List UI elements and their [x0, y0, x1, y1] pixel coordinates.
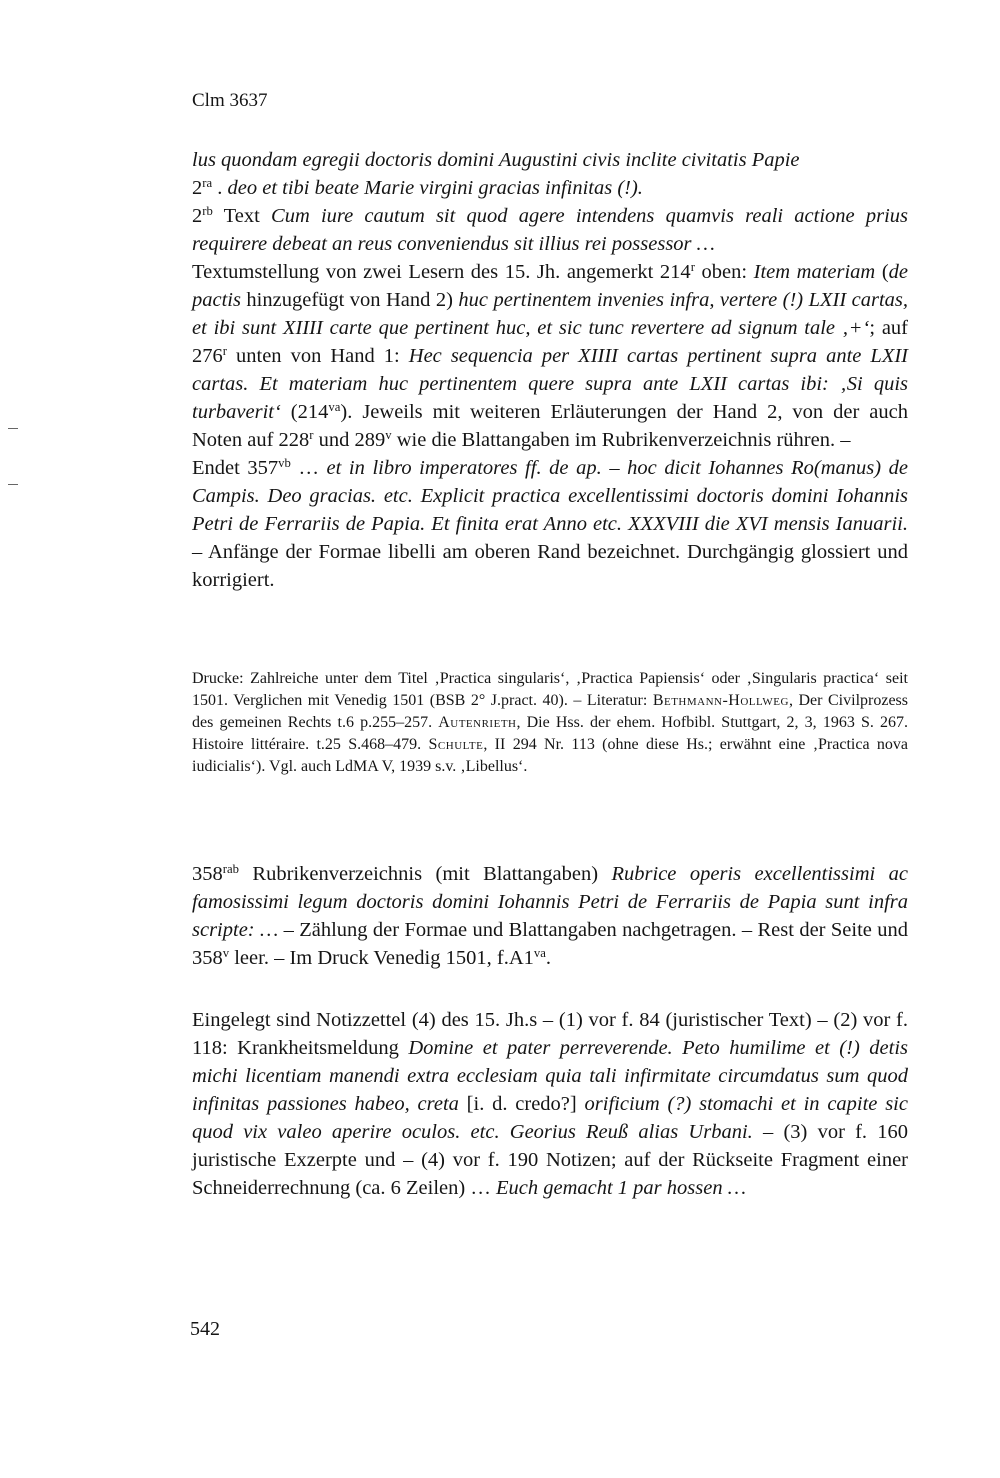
author-name: Bethmann-Hollweg — [652, 692, 789, 709]
note-text: und 289 — [313, 429, 386, 451]
folio-sup: v — [385, 428, 392, 443]
note-text: [i. d. credo?] — [458, 1093, 585, 1115]
note-text: hinzugefügt von Hand 2) — [240, 289, 459, 311]
note-text: … — [290, 457, 327, 479]
description-block-inserts — [192, 1006, 908, 1202]
bibliography-notes — [192, 668, 908, 778]
note-text: unten von Hand 1: — [226, 345, 409, 367]
author-name: Autenrieth — [438, 714, 517, 731]
note-text: Endet 357 — [192, 457, 279, 479]
running-head: Clm 3637 — [192, 90, 268, 111]
quote-text: de pactis — [192, 261, 909, 311]
note-text: Rubrikenverzeichnis (mit Blattangaben) — [238, 863, 612, 885]
bibliography-paragraph — [192, 668, 908, 778]
folio-sup: va — [328, 400, 341, 415]
note-text: (214 — [280, 401, 329, 423]
note-text: , II 294 Nr. 113 (ohne diese Hs.; erwähnt eine ‚Practica nova iudicialis‘). Vgl. auch LdMA V, 1939 s.v. ‚Libellus‘. — [192, 736, 909, 775]
note-text: , Die Hss. der ehem. Hofbibl. Stuttgart, 2, 3, 1963 S. 267. Histoire littéraire. t.25 S.468–479. — [192, 714, 908, 753]
quote-text: huc pertinentem invenies infra, vertere (!) LXII cartas, et ibi sunt XIIII carte que pertinent huc, et sic tunc revertere ad signum tale ‚+‘ — [192, 289, 908, 339]
author-name: Schulte — [428, 736, 484, 753]
folio-sup: rb — [202, 204, 213, 219]
incipit-quote: Cum iure cautum sit quod agere intendens quamvis reali actione prius requirere debeat an reus conveniendus sit illius rei possessor … — [192, 205, 908, 255]
quote-text: Hec sequencia per XIIII cartas pertinent supra ante LXII cartas. Et materiam huc pertinentem quere supra ante LXII cartas ibi: ‚Si quis turbaverit‘ — [192, 345, 908, 423]
folio-sup: r — [309, 428, 314, 443]
quote-text: et in libro imperatores ff. de ap. – hoc dicit Iohannes Ro(manus) de Campis. Deo gracias. etc. Explicit practica excellentissimi doctoris domini Iohannis Petri de Ferrariis de Papia. Et finita erat Anno etc. XXXVIII die XVI mensis Ianuarii. — [192, 457, 908, 535]
page-number: 542 — [190, 1318, 220, 1340]
paragraph-explicit-line: lus quondam egregii doctoris domini Augustini civis inclite civitatis Papie $2^{ra}$ . deo et tibi beate Marie virgini gracias infinitas (!). — [192, 149, 800, 199]
note-text: leer. – Im Druck Venedig 1501, f.A1 — [229, 947, 534, 969]
quote-text: Item materiam — [753, 261, 876, 283]
note-text: Eingelegt sind Notizzettel (4) des 15. Jh.s – (1) vor f. 84 (juristischer Text) – (2) vor f. 118: Krankheitsmeldung — [192, 1009, 908, 1059]
note-text: oben: — [694, 261, 754, 283]
prayer-text: deo et tibi beate Marie virgini gracias infinitas (!). — [227, 177, 643, 199]
note-text: wie die Blattangaben im Rubrikenverzeichnis rühren. – — [391, 429, 851, 451]
quote-text: orificium (?) stomachi et in capite sic quod vix valeo aperire oculos. etc. Georius Reuß alias Urbani. — [192, 1093, 908, 1143]
note-text: – (3) vor f. 160 juristische Exzerpte und – (4) vor f. 190 Notizen; auf der Rückseite Fragment einer Schneiderrechnung (ca. 6 Zeilen) … — [192, 1121, 909, 1199]
folio-sup: r — [222, 344, 227, 359]
note-text: ( — [875, 261, 889, 283]
description-block-main — [192, 146, 908, 594]
margin-mark — [8, 428, 18, 429]
margin-mark — [8, 484, 18, 485]
paragraph-text-start: $2^{rb}$ Text Cum iure cautum sit quod agere intendens quamvis reali actione prius requirere debeat an reus conveniendus sit illius rei possessor … — [192, 204, 908, 255]
separator: . — [212, 177, 228, 199]
note-text: – Anfänge der Formae libelli am oberen Rand bezeichnet. Durchgängig glossiert und korrigiert. — [192, 541, 908, 591]
note-text: . — [545, 947, 552, 969]
note-text: Textumstellung von zwei Lesern des 15. Jh. angemerkt 214 — [192, 261, 691, 283]
folio-sup: v — [222, 946, 230, 961]
quote-text: Domine et pater perreverende. Peto humilime et (!) detis michi licentiam manendi extra ecclesiam quia tali infirmitate circumdatus sum quod infinitas passiones habeo, creta — [192, 1037, 908, 1115]
paragraph-rubrics — [192, 860, 908, 972]
paragraph-inserts — [192, 1006, 908, 1202]
note-text: ). Jeweils mit weiteren Erläuterungen der Hand 2, von der auch Noten auf 228 — [192, 401, 909, 451]
quote-text: Rubrice operis excellentissimi ac famosissimi legum doctoris domini Iohannis Petri de Ferrariis de Papia sunt infra scripte: … — [192, 863, 908, 941]
folio-sup: va — [533, 946, 546, 961]
note-text: ; auf 276 — [192, 317, 908, 367]
folio-sup: ra — [202, 176, 213, 191]
note-text: – Zählung der Formae und Blattangaben nachgetragen. – Rest der Seite und 358 — [192, 919, 908, 969]
folio-sup: vb — [278, 456, 291, 471]
description-block-rubrics — [192, 860, 908, 972]
text-label: Text — [212, 205, 272, 227]
paragraph-explicit — [192, 454, 908, 594]
incipit-text: lus quondam egregii doctoris domini Augustini civis inclite civitatis Papie — [192, 149, 800, 171]
folio-sup: r — [690, 260, 695, 275]
paragraph-rearrangement — [192, 258, 908, 454]
note-text: Drucke: Zahlreiche unter dem Titel ‚Practica singularis‘, ‚Practica Papiensis‘ oder ‚Singularis practica‘ seit 1501. Verglichen mit Venedig 1501 (BSB 2° J.pract. 40). – Literatur: — [192, 670, 908, 709]
folio-sup: rab — [222, 862, 239, 877]
quote-text: Euch gemacht 1 par hossen … — [495, 1177, 746, 1199]
note-text: , Der Civilprozess des gemeinen Rechts t.6 p.255–257. — [192, 692, 908, 731]
note-text: 358 — [192, 863, 223, 885]
